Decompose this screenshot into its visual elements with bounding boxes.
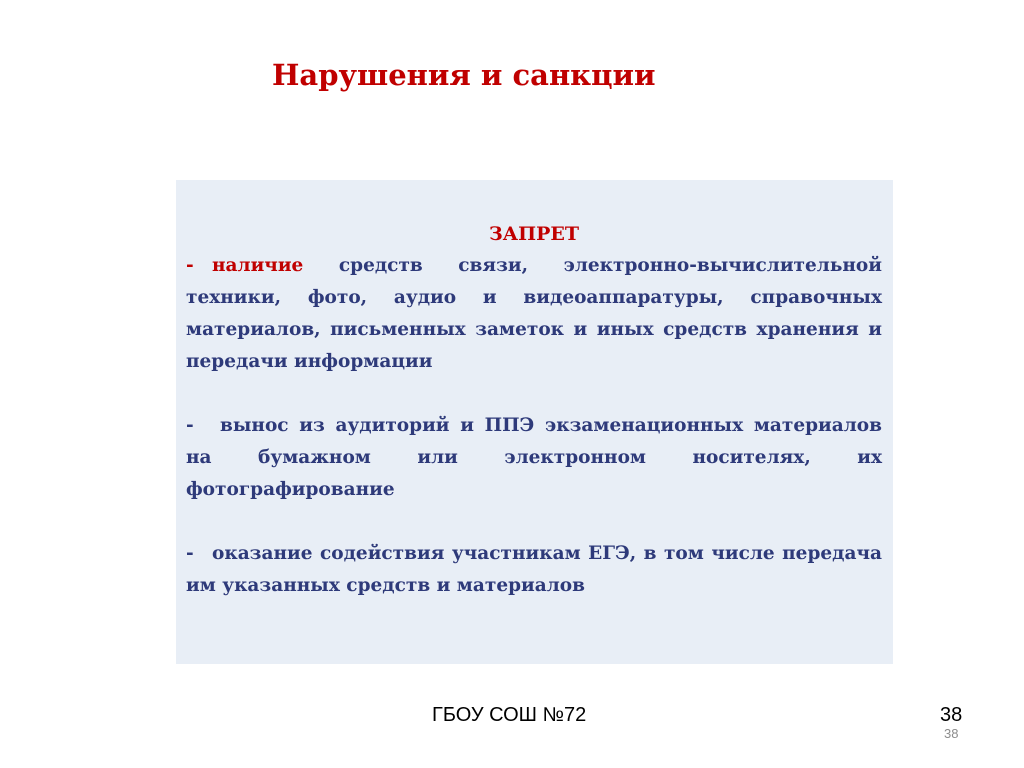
list-item-1-text: средств связи, электронно-вычислительной техники, фото, аудио и видеоаппаратуры, справочных материалов, письменных заметок и иных средств хранения и передачи информации: [186, 255, 882, 372]
list-item-3-text: оказание содействия участникам ЕГЭ, в том числе передача им указанных средств и материалов: [186, 543, 882, 596]
list-item-1-dash: -: [186, 255, 194, 276]
page-number: 38: [940, 704, 963, 726]
panel-heading: ЗАПРЕТ: [488, 223, 580, 245]
list-item-1: [186, 250, 882, 378]
list-item-2: [186, 410, 882, 506]
content-panel: [176, 180, 893, 664]
list-item-2-dash: -: [186, 415, 194, 436]
footer-school-name: ГБОУ СОШ №72: [432, 704, 587, 726]
list-item-1-highlight: наличие: [212, 255, 304, 276]
page-number-small: 38: [944, 726, 959, 741]
paragraph-gap: [186, 506, 882, 538]
paragraph-gap: [186, 378, 882, 410]
list-item-3-dash: -: [186, 543, 194, 564]
panel-content: [186, 218, 882, 602]
list-item-2-text: вынос из аудиторий и ППЭ экзаменационных материалов на бумажном или электронном носителях, их фотографирование: [186, 415, 882, 500]
slide-title: Нарушения и санкции: [272, 58, 656, 92]
list-item-3: [186, 538, 882, 602]
